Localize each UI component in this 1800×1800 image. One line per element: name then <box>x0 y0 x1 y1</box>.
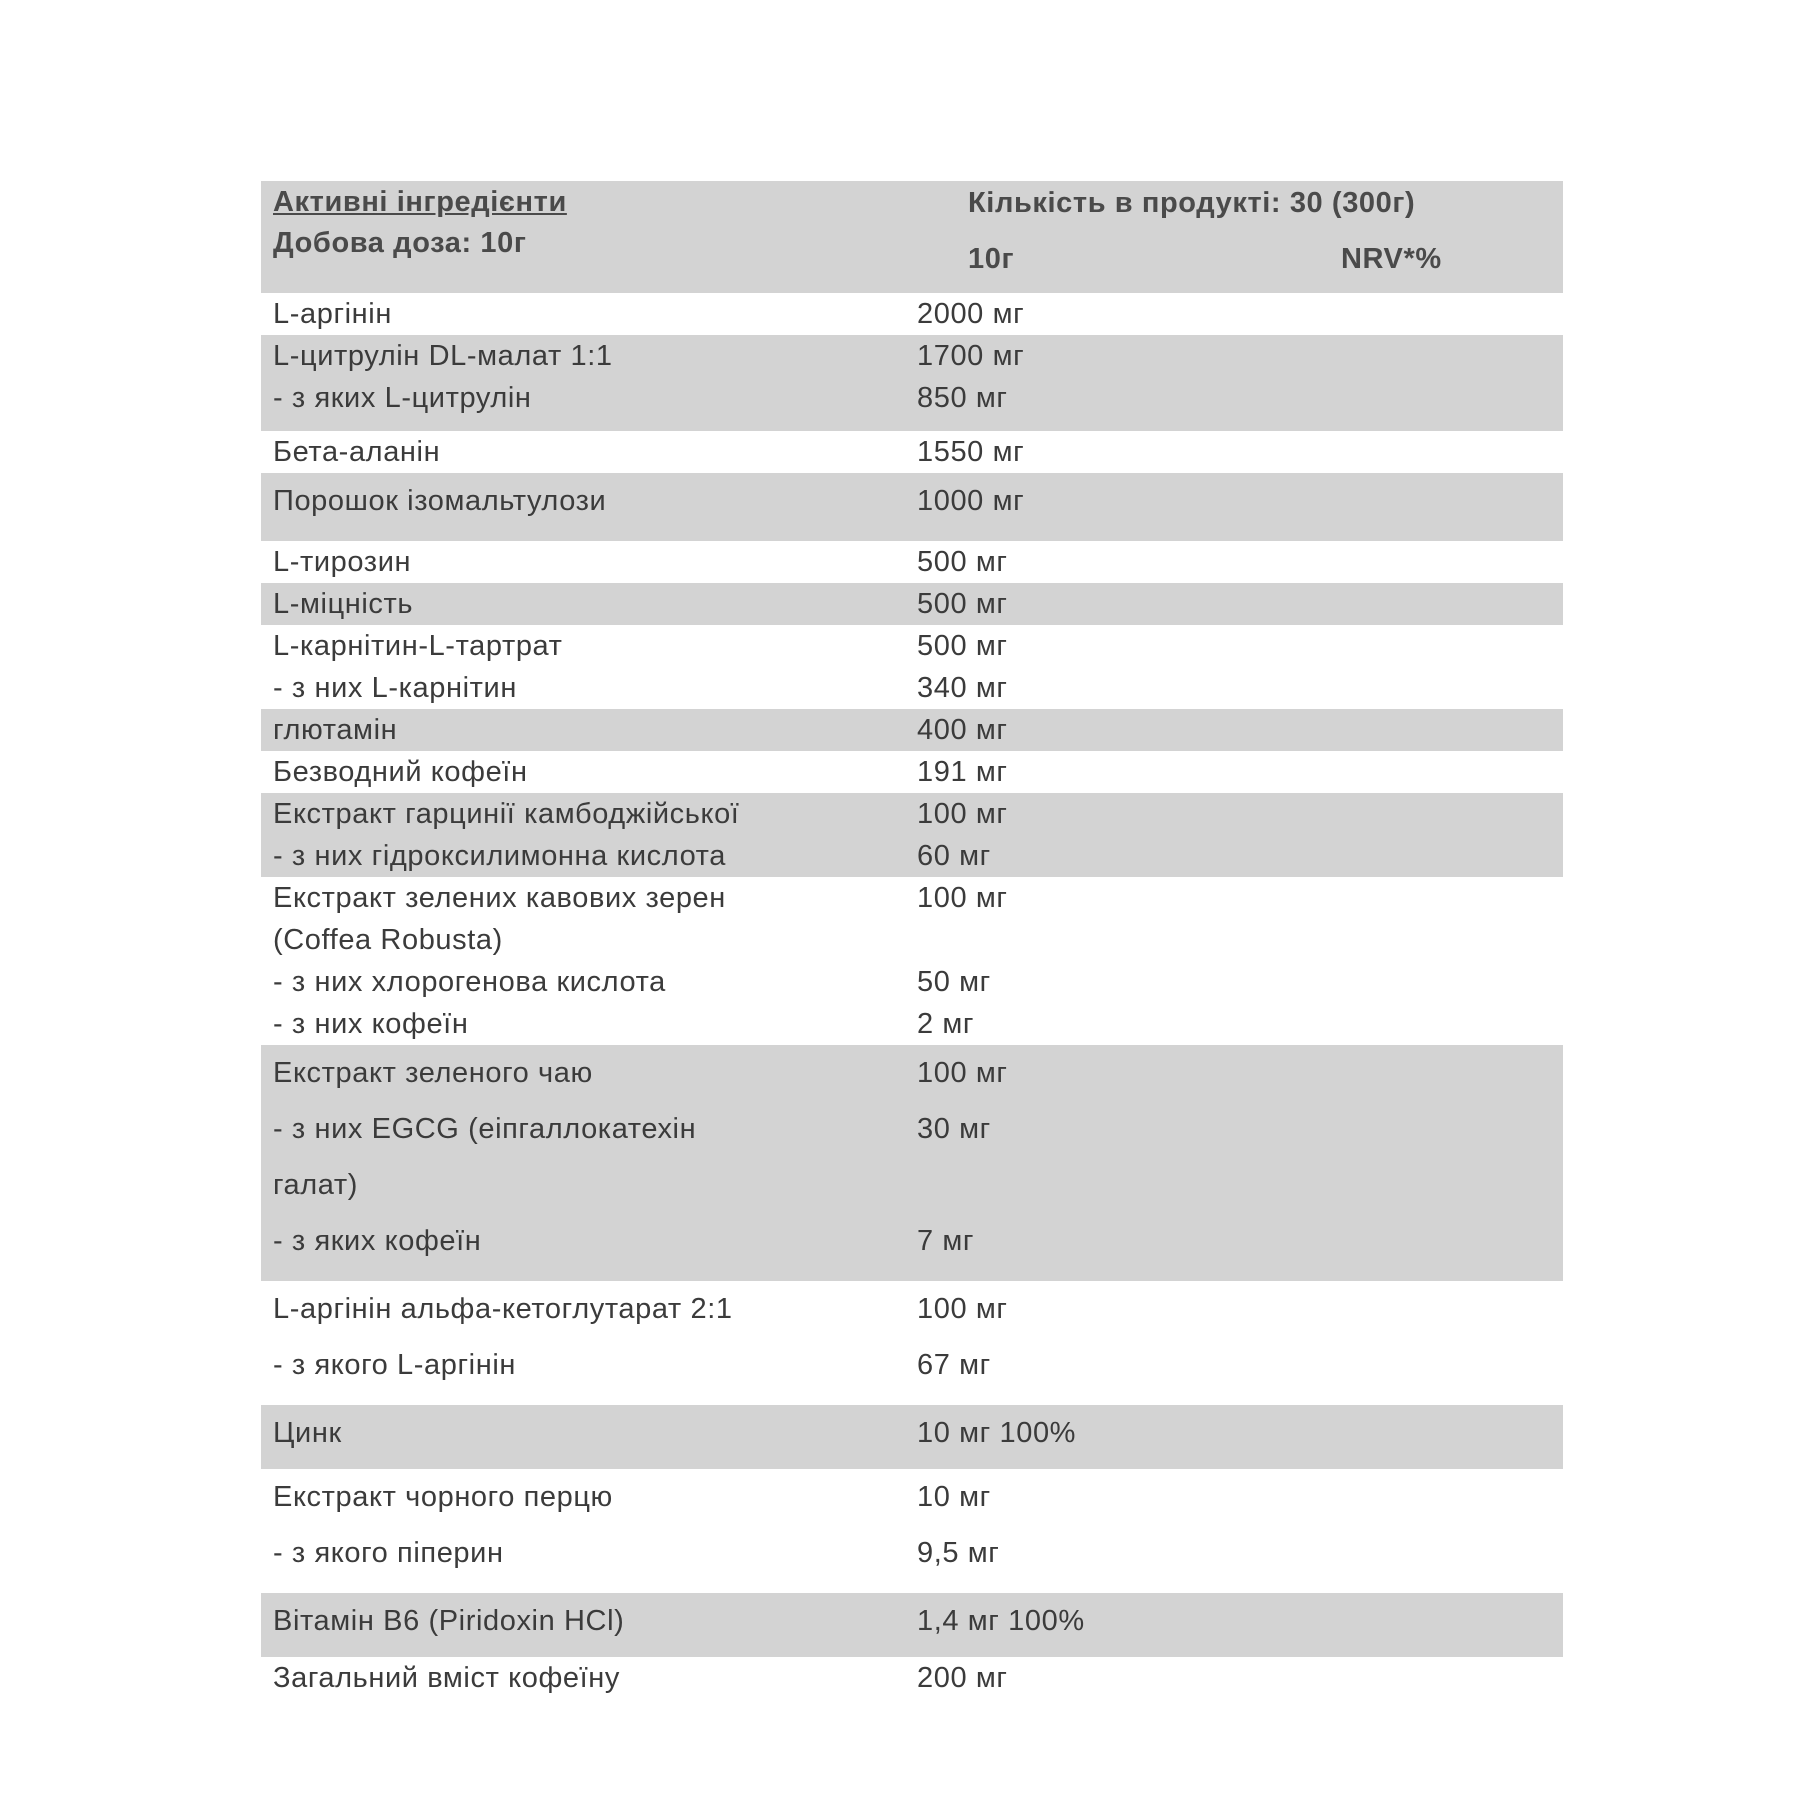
ingredient-amount <box>911 625 1311 709</box>
ingredient-amount <box>911 431 1311 473</box>
ingredient-name <box>261 1657 911 1699</box>
ingredient-amount <box>911 793 1311 877</box>
ingredient-name <box>261 1593 911 1649</box>
ingredient-name-line: - з яких L-цитрулін <box>273 382 532 414</box>
ingredient-name-line: - з них EGCG (еіпгаллокатехін <box>273 1113 697 1145</box>
ingredient-name-line: L-аргінін <box>273 298 392 330</box>
ingredient-amount-line: 500 мг <box>917 588 1008 620</box>
ingredient-amount-line: 67 мг <box>917 1349 991 1381</box>
ingredient-name-line: (Coffea Robusta) <box>273 924 503 956</box>
ingredient-amount-line: 2 мг <box>917 1008 975 1040</box>
ingredient-amount-line: 1000 мг <box>917 485 1025 517</box>
ingredient-amount-line: 9,5 мг <box>917 1537 1000 1569</box>
table-row <box>261 335 1563 431</box>
table-row <box>261 293 1563 335</box>
table-row <box>261 541 1563 583</box>
table-row <box>261 1657 1563 1699</box>
table-row <box>261 1405 1563 1469</box>
table-body <box>261 293 1563 1699</box>
header-nrv-column: NRV*% <box>1341 243 1442 275</box>
ingredient-amount <box>911 877 1311 1045</box>
ingredient-amount-line: 100 мг <box>917 798 1008 830</box>
ingredient-name-line: - з якого L-аргінін <box>273 1349 516 1381</box>
ingredient-name-line: Порошок ізомальтулози <box>273 485 607 517</box>
ingredient-amount-line: 30 мг <box>917 1113 991 1145</box>
ingredient-amount <box>911 473 1311 529</box>
ingredient-amount <box>911 541 1311 583</box>
ingredient-name <box>261 583 911 625</box>
table-header <box>261 181 1563 293</box>
ingredient-amount <box>911 709 1311 751</box>
ingredient-amount-line: 2000 мг <box>917 298 1025 330</box>
ingredient-amount-line: 191 мг <box>917 756 1008 788</box>
ingredient-amount <box>911 1405 1311 1461</box>
ingredient-name <box>261 793 911 877</box>
ingredient-name-line: Цинк <box>273 1417 342 1449</box>
ingredient-amount-line <box>917 1157 1311 1213</box>
ingredient-amount-line: 1550 мг <box>917 436 1025 468</box>
ingredient-name-line: Безводний кофеїн <box>273 756 528 788</box>
ingredient-name <box>261 1405 911 1461</box>
ingredient-name-line: Вітамін B6 (Piridoxin HCl) <box>273 1605 625 1637</box>
table-row <box>261 1045 1563 1281</box>
ingredient-amount-line: 7 мг <box>917 1225 975 1257</box>
ingredient-amount-line: 50 мг <box>917 966 991 998</box>
ingredient-name-line: - з них хлорогенова кислота <box>273 966 666 998</box>
ingredient-amount-line: 10 мг <box>917 1481 991 1513</box>
ingredient-amount <box>911 751 1311 793</box>
ingredient-amount <box>911 1469 1311 1581</box>
ingredient-name-line: - з якого піперин <box>273 1537 504 1569</box>
header-amount-column: 10г <box>968 243 1015 275</box>
header-daily-dose: Добова доза: 10г <box>273 227 527 259</box>
ingredient-name <box>261 541 911 583</box>
ingredient-amount-line: 500 мг <box>917 546 1008 578</box>
ingredient-name-line: Загальний вміст кофеїну <box>273 1662 621 1694</box>
ingredient-name-line: L-міцність <box>273 588 414 620</box>
ingredient-name-line: Екстракт чорного перцю <box>273 1481 613 1513</box>
table-row <box>261 751 1563 793</box>
table-row <box>261 877 1563 1045</box>
ingredient-name-line: - з них L-карнітин <box>273 672 517 704</box>
ingredient-name-line: L-аргінін альфа-кетоглутарат 2:1 <box>273 1293 733 1325</box>
ingredient-amount <box>911 1593 1311 1649</box>
ingredient-amount-line: 1,4 мг 100% <box>917 1605 1085 1637</box>
ingredient-name <box>261 335 911 419</box>
ingredient-amount-line: 100 мг <box>917 1293 1008 1325</box>
ingredient-amount-line: 1700 мг <box>917 340 1025 372</box>
ingredient-amount-line: 850 мг <box>917 382 1008 414</box>
ingredient-name-line: Екстракт зеленого чаю <box>273 1057 593 1089</box>
ingredient-amount <box>911 335 1311 419</box>
table-row <box>261 1469 1563 1593</box>
ingredient-name-line: Екстракт гарцинії камбоджійської <box>273 798 740 830</box>
table-row <box>261 625 1563 709</box>
ingredients-table <box>261 181 1563 1699</box>
table-row <box>261 793 1563 877</box>
ingredient-name <box>261 1469 911 1581</box>
ingredient-amount-line: 60 мг <box>917 840 991 872</box>
ingredient-name <box>261 709 911 751</box>
ingredient-name <box>261 293 911 335</box>
ingredient-name-line: галат) <box>273 1169 359 1201</box>
ingredient-amount <box>911 1045 1311 1269</box>
ingredient-name-line: - з них гідроксилимонна кислота <box>273 840 726 872</box>
ingredient-name-line: - з яких кофеїн <box>273 1225 482 1257</box>
header-quantity: Кількість в продукті: 30 (300г) <box>968 187 1416 219</box>
table-row <box>261 583 1563 625</box>
ingredient-name <box>261 751 911 793</box>
ingredient-amount <box>911 1657 1311 1699</box>
ingredient-name <box>261 877 911 1045</box>
ingredient-name <box>261 473 911 529</box>
ingredient-amount-line <box>917 919 1311 961</box>
ingredient-name-line: Екстракт зелених кавових зерен <box>273 882 726 914</box>
ingredient-name-line: L-карнітин-L-тартрат <box>273 630 563 662</box>
ingredient-name-line: глютамін <box>273 714 398 746</box>
ingredient-amount <box>911 1281 1311 1393</box>
table-row <box>261 709 1563 751</box>
ingredient-amount-line: 100 мг <box>917 882 1008 914</box>
ingredient-amount-line: 10 мг 100% <box>917 1417 1077 1449</box>
ingredient-amount <box>911 293 1311 335</box>
table-row <box>261 1593 1563 1657</box>
ingredient-name <box>261 625 911 709</box>
ingredient-name-line: L-тирозин <box>273 546 412 578</box>
ingredient-name-line: - з них кофеїн <box>273 1008 469 1040</box>
ingredient-amount-line: 200 мг <box>917 1662 1008 1694</box>
ingredient-name <box>261 1281 911 1393</box>
ingredient-name-line: L-цитрулін DL-малат 1:1 <box>273 340 613 372</box>
table-row <box>261 431 1563 473</box>
ingredient-amount-line: 500 мг <box>917 630 1008 662</box>
table-row <box>261 1281 1563 1405</box>
ingredient-name-line: Бета-аланін <box>273 436 441 468</box>
ingredient-amount-line: 400 мг <box>917 714 1008 746</box>
ingredient-name <box>261 431 911 473</box>
header-title: Активні інгредієнти <box>273 186 567 218</box>
ingredient-amount-line: 340 мг <box>917 672 1008 704</box>
table-row <box>261 473 1563 541</box>
ingredient-amount-line: 100 мг <box>917 1057 1008 1089</box>
ingredient-name <box>261 1045 911 1269</box>
ingredient-amount <box>911 583 1311 625</box>
